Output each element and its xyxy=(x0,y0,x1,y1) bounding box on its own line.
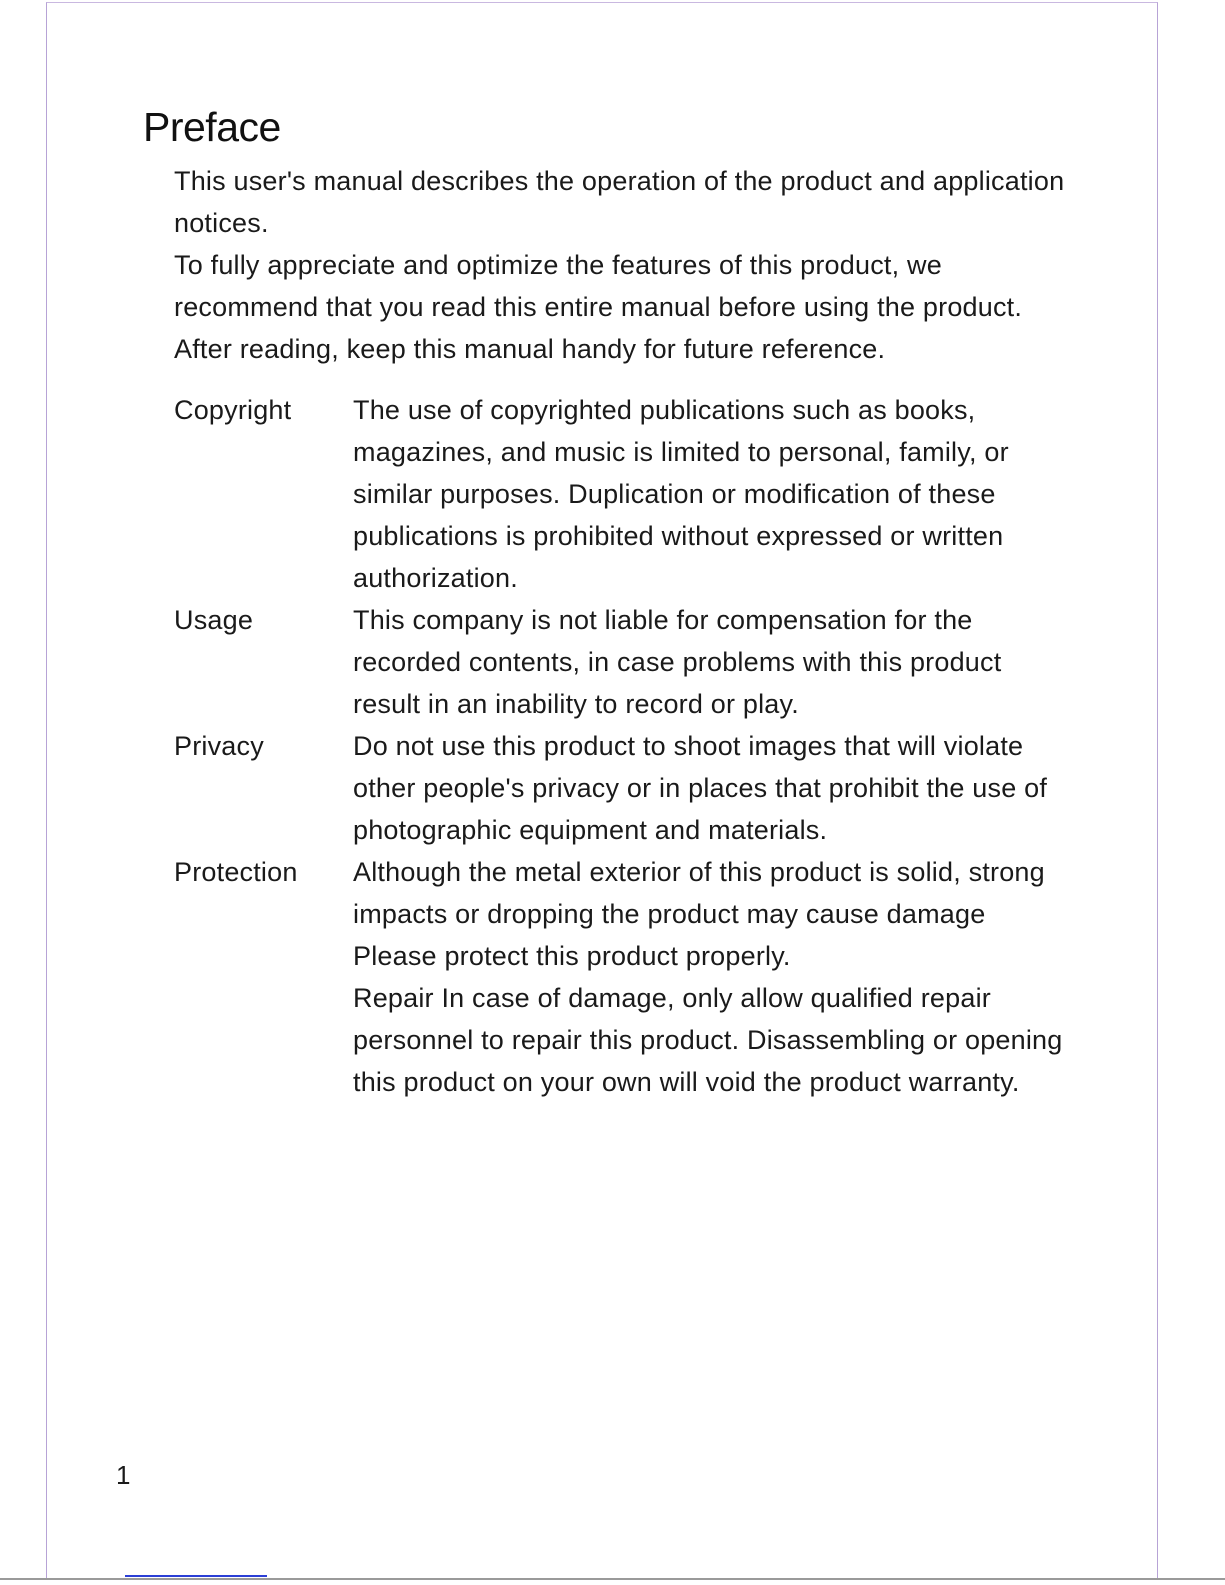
definition-body xyxy=(353,851,1074,1103)
bottom-rule xyxy=(0,1578,1225,1580)
definition-body xyxy=(353,599,1074,725)
definition-list xyxy=(174,389,1074,1103)
definition-protection xyxy=(174,851,1074,1103)
definition-term: Usage xyxy=(174,605,254,635)
definition-body xyxy=(353,389,1074,599)
definition-paragraph: This company is not liable for compensation for the recorded contents, in case problems with this product result in an inability to record or play. xyxy=(353,605,1002,719)
page-title: Preface xyxy=(143,104,281,150)
definition-copyright xyxy=(174,389,1074,599)
page-number: 1 xyxy=(116,1460,131,1490)
definition-paragraph: Although the metal exterior of this product is solid, strong impacts or dropping the product may cause damage Please protect this product properly. xyxy=(353,857,1045,971)
definition-paragraph: Do not use this product to shoot images that will violate other people's privacy or in places that prohibit the use of photographic equipment and materials. xyxy=(353,731,1048,845)
definition-privacy xyxy=(174,725,1074,851)
definition-body xyxy=(353,725,1074,851)
definition-term: Copyright xyxy=(174,395,292,425)
definition-paragraph: The use of copyrighted publications such as books, magazines, and music is limited to personal, family, or similar purposes. Duplication or modification of these publications is prohibited without expressed or written authorization. xyxy=(353,395,1009,593)
intro xyxy=(174,160,1074,370)
intro-paragraph: This user's manual describes the operation of the product and application notices. xyxy=(174,166,1065,238)
definition-term: Privacy xyxy=(174,731,264,761)
intro-paragraph: To fully appreciate and optimize the features of this product, we recommend that you read this entire manual before using the product. After reading, keep this manual handy for future reference. xyxy=(174,250,1023,364)
definition-usage xyxy=(174,599,1074,725)
bottom-accent-line xyxy=(125,1575,267,1577)
definition-paragraph: Repair In case of damage, only allow qualified repair personnel to repair this product. Disassembling or opening this product on your own will void the product warranty. xyxy=(353,983,1063,1097)
definition-term: Protection xyxy=(174,857,298,887)
